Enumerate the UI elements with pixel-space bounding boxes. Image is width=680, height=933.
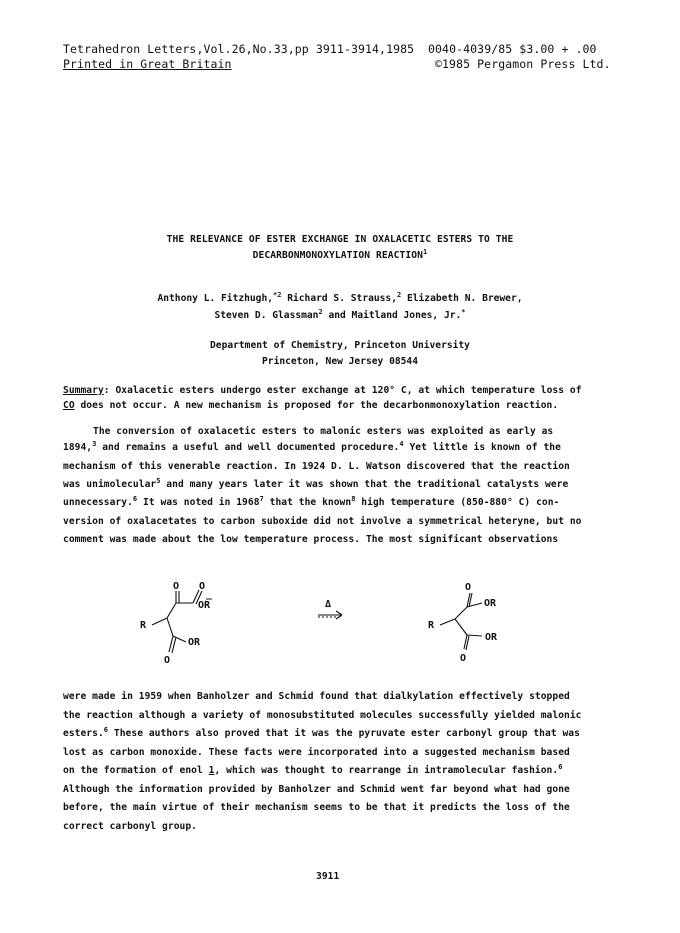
para1-line-4: was unimolecular$^5$ and many years later it was shown that the traditional catalysts were <box>63 477 569 490</box>
title-line-2: DECARBONMONOXYLATION REACTION$^1$ <box>252 248 428 261</box>
para2-line-3: esters.$^6$ These authors also proved that it was the pyruvate ester carbonyl group that was <box>63 726 580 739</box>
right-o-low-label: O <box>460 653 467 664</box>
right-or-low-label: OR <box>485 632 498 643</box>
para2-line-2: the reaction although a variety of monosubstituted molecules successfully yielded malonic <box>63 710 582 721</box>
left-o2-label: O <box>199 581 206 592</box>
para1-line-6: version of oxalacetates to carbon suboxide did not involve a symmetrical heteryne, but no <box>63 516 582 527</box>
reaction-scheme <box>0 570 680 680</box>
para2-line-4: lost as carbon monoxide. These facts were incorporated into a suggested mechanism based <box>63 747 570 758</box>
para1-line-3: mechanism of this venerable reaction. In 1924 D. L. Watson discovered that the reaction <box>63 461 570 472</box>
right-o-top-label: O <box>465 582 472 593</box>
right-r-label: R <box>428 620 435 631</box>
para2-line-7: before, the main virtue of their mechanism seems to be that it predicts the loss of the <box>63 802 570 813</box>
right-or-top-label: OR <box>484 598 497 609</box>
para2-line-5: on the formation of enol 1, which was thought to rearrange in intramolecular fashion.$^6$ <box>63 763 563 776</box>
para1-line-5: unnecessary.$^6$ It was noted in 1968$^7$ that the known$^8$ high temperature (850-880° C) con- <box>63 495 560 508</box>
left-o1-label: O <box>173 581 180 592</box>
title-line-1: THE RELEVANCE OF ESTER EXCHANGE IN OXALACETIC ESTERS TO THE <box>166 234 514 245</box>
affiliation-line-1: Department of Chemistry, Princeton University <box>210 340 470 351</box>
copyright: ©1985 Pergamon Press Ltd. <box>435 57 611 71</box>
summary-line-1: Summary: Oxalacetic esters undergo ester exchange at 120° C, at which temperature loss of <box>63 385 582 396</box>
summary-line-2: CO does not occur. A new mechanism is proposed for the decarbonmonoxylation reaction. <box>63 400 559 411</box>
arrow-delta-label: Δ <box>325 599 332 610</box>
para2-line-1: were made in 1959 when Banholzer and Schmid found that dialkylation effectively stopped <box>63 691 570 702</box>
para1-line-2: 1894,$^3$ and remains a useful and well documented procedure.$^4$ Yet little is known of the <box>63 440 561 453</box>
affiliation-line-2: Princeton, New Jersey 08544 <box>262 356 418 367</box>
left-or-minus-label: OR <box>198 600 211 611</box>
printed-in: Printed in Great Britain <box>63 57 232 71</box>
para1-line-1: The conversion of oxalacetic esters to malonic esters was exploited as early as <box>93 426 554 437</box>
page-number: 3911 <box>316 871 340 882</box>
journal-citation: Tetrahedron Letters,Vol.26,No.33,pp 3911-3914,1985 <box>63 42 415 56</box>
left-r-label: R <box>140 620 147 631</box>
para1-line-7: comment was made about the low temperature process. The most significant observations <box>63 534 559 545</box>
para2-line-6: Although the information provided by Banholzer and Schmid went far beyond what had gone <box>63 784 570 795</box>
authors-line-1: Anthony L. Fitzhugh,$^{*2}$ Richard S. Strauss,$^2$ Elizabeth N. Brewer, <box>157 291 523 304</box>
left-o-low-label: O <box>164 655 171 666</box>
issn-price: 0040-4039/85 $3.00 + .00 <box>428 42 597 56</box>
para2-line-8: correct carbonyl group. <box>63 821 197 832</box>
authors-line-2: Steven D. Glassman$^2$ and Maitland Jones, Jr.* <box>214 308 466 321</box>
left-or-low-label: OR <box>188 637 201 648</box>
